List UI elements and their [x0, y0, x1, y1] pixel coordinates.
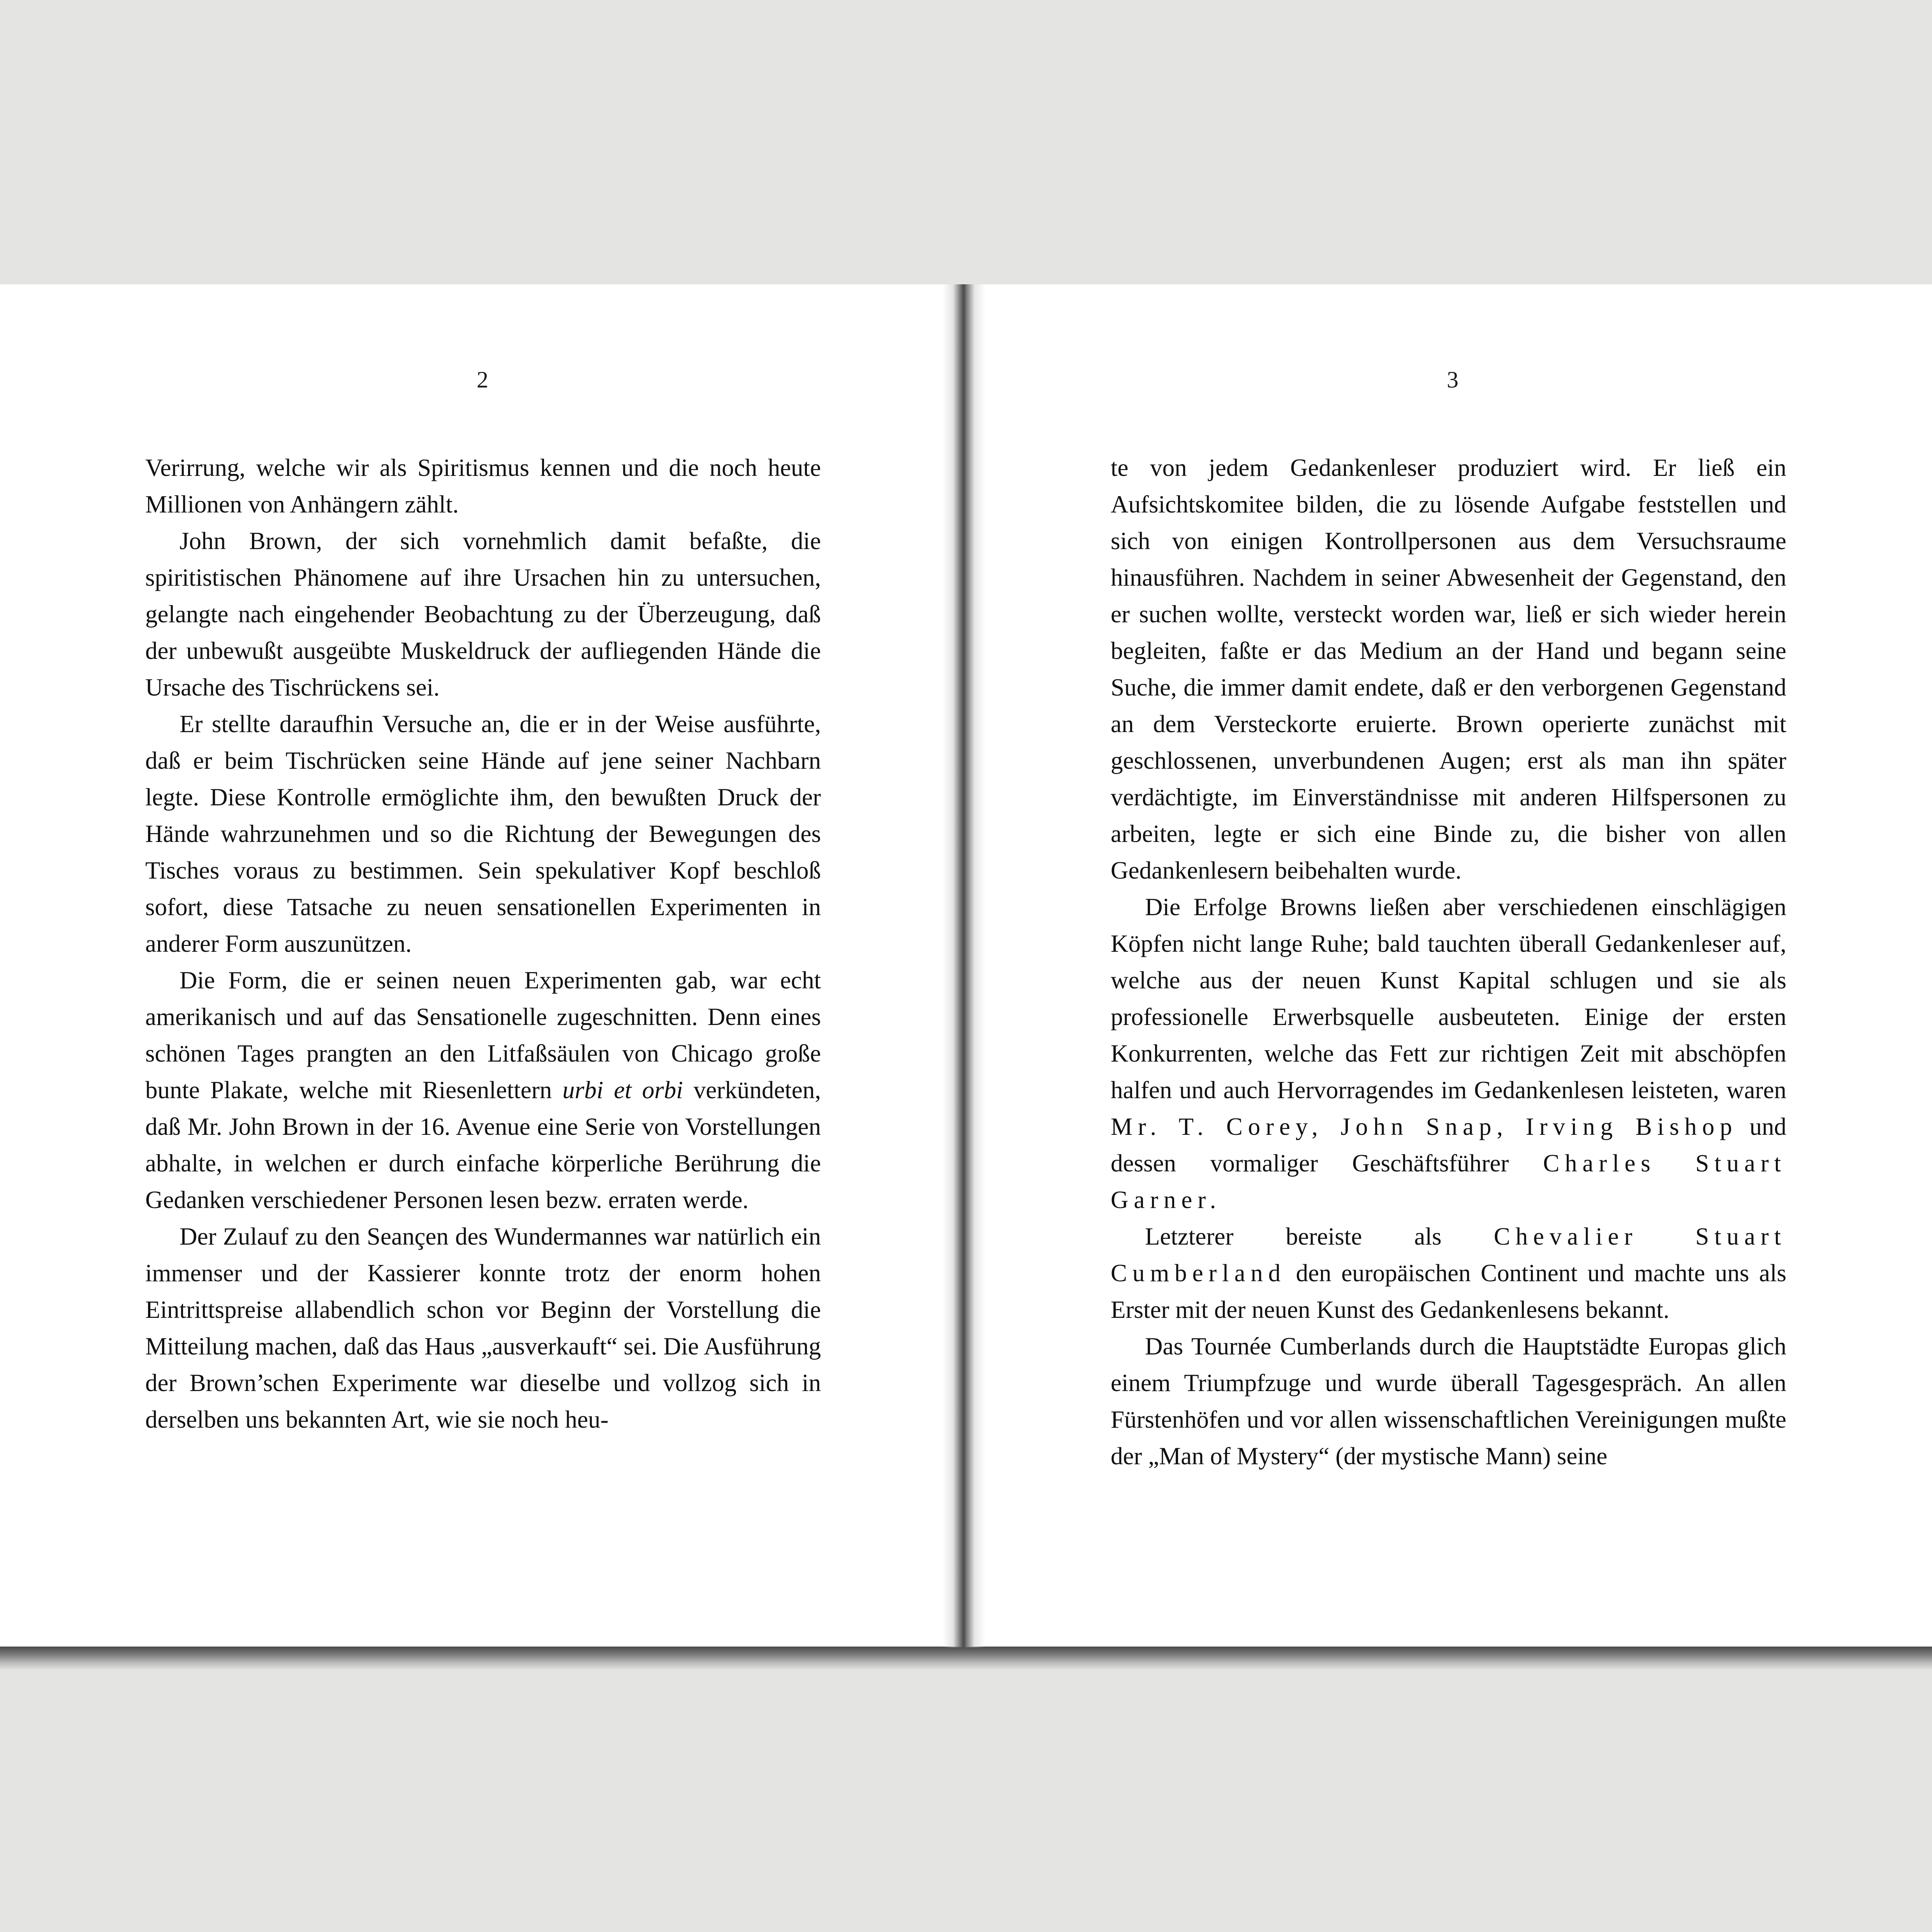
paragraph: Verirrung, welche wir als Spiritismus kennen und die noch heute Millionen von Anhängern zählt. [145, 454, 821, 518]
book-gutter-shadow [942, 284, 985, 1647]
paragraph: Er stellte daraufhin Versuche an, die er in der Weise ausführte, daß er beim Tischrücken seine Hände auf jene seiner Nachbarn legte. Diese Kontrolle ermöglichte ihm, den bewußten Druck der Hände wahrzunehmen und so die Richtung der Bewegungen des Tisches voraus zu bestimmen. Sein spekulativer Kopf beschloß sofort, diese Tatsache zu neuen sensationellen Experimenten in anderer Form auszunützen. [145, 710, 821, 957]
spaced-name: Charles Stuart Garner. [1111, 1150, 1786, 1213]
right-page-text [1111, 449, 1786, 1474]
spaced-name: Chevalier Stuart Cumberland [1111, 1223, 1786, 1287]
paragraph-text: den europäischen Continent und machte uns als Erster mit der neuen Kunst des Gedankenlesens bekannt. [1111, 1259, 1786, 1323]
book-bottom-shadow [0, 1647, 1932, 1670]
left-page [0, 284, 942, 1647]
paragraph-text: Letzterer bereiste als [1145, 1223, 1494, 1250]
paragraph [1111, 1218, 1786, 1328]
paragraph: Das Tournée Cumberlands durch die Hauptstädte Europas glich einem Triumpfzuge und wurde überall Tagesgespräch. An allen Fürstenhöfen und vor allen wissenschaftlichen Vereinigungen mußte der „Man of Mystery“ (der mystische Mann) seine [1111, 1333, 1786, 1470]
paragraph [145, 962, 821, 1218]
paragraph-text: Die Form, die er seinen neuen Experimenten gab, war echt amerikanisch und auf das Sensationelle zugeschnitten. Denn eines schönen Tages prangten an den Litfaßsäulen von Chicago große bunte Plakate, welche mit Riesenlettern [145, 967, 821, 1104]
paragraph-text: verkündeten, daß Mr. John Brown in der 16. Avenue eine Serie von Vorstellungen abhalte, in welchen er durch einfache körperliche Berührung die Gedanken verschiedener Personen lesen bezw. erraten werde. [145, 1076, 821, 1213]
page-number-right: 3 [1447, 367, 1458, 393]
page-number-left: 2 [477, 367, 488, 393]
italic-phrase: urbi et orbi [562, 1076, 683, 1104]
spaced-names: Mr. T. Corey, John Snap, Irving Bishop [1111, 1113, 1738, 1140]
left-page-text [145, 449, 821, 1438]
paragraph: Der Zulauf zu den Seançen des Wundermannes war natürlich ein immenser und der Kassierer konnte trotz der enorm hohen Eintrittspreise allabendlich schon vor Beginn der Vorstellung die Mitteilung machen, daß das Haus „ausverkauft“ sei. Die Ausführung der Brown’schen Experimente war dieselbe und vollzog sich in derselben uns bekannten Art, wie sie noch heu- [145, 1223, 821, 1433]
paragraph: John Brown, der sich vornehmlich damit befaßte, die spiritistischen Phänomene auf ihre Ursachen hin zu untersuchen, gelangte nach eingehender Beobachtung zu der Überzeugung, daß der unbewußt ausgeübte Muskeldruck der aufliegenden Hände die Ursache des Tischrückens sei. [145, 527, 821, 701]
right-page [985, 284, 1932, 1647]
paragraph-text: Die Erfolge Browns ließen aber verschiedenen einschlägigen Köpfen nicht lange Ruhe; bald tauchten überall Gedankenleser auf, welche aus der neuen Kunst Kapital schlugen und sie als professionelle Erwerbsquelle ausbeuteten. Einige der ersten Konkurrenten, welche das Fett zur richtigen Zeit mit abschöpfen halfen und auch Hervorragendes im Gedankenlesen leisteten, waren [1111, 893, 1786, 1104]
paragraph: te von jedem Gedankenleser produziert wird. Er ließ ein Aufsichtskomitee bilden, die zu lösende Aufgabe feststellen und sich von einigen Kontrollpersonen aus dem Versuchsraume hinausführen. Nachdem in seiner Abwesenheit der Gegenstand, den er suchen wollte, versteckt worden war, ließ er sich wieder herein begleiten, faßte er das Medium an der Hand und begann seine Suche, die immer damit endete, daß er den verborgenen Gegenstand an dem Versteckorte eruierte. Brown operierte zunächst mit geschlossenen, unverbundenen Augen; erst als man ihn später verdächtigte, im Einverständnisse mit anderen Hilfspersonen zu arbeiten, legte er sich eine Binde zu, die bisher von allen Gedankenlesern beibehalten wurde. [1111, 454, 1786, 884]
paragraph-text: und dessen vormaliger Geschäftsführer [1111, 1113, 1787, 1177]
paragraph [1111, 889, 1786, 1218]
